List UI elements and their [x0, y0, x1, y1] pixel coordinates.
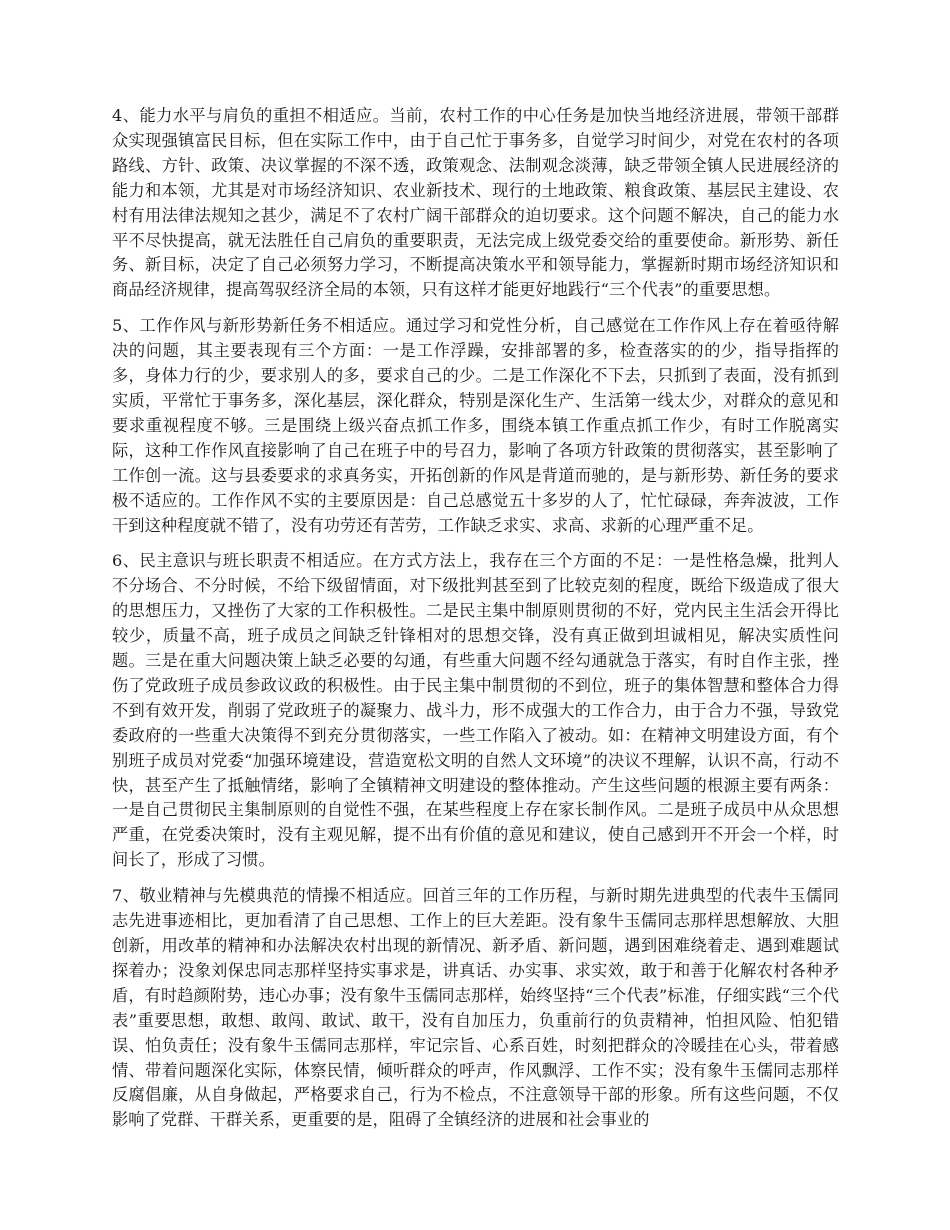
paragraph-6: 6、民主意识与班长职责不相适应。在方式方法上，我存在三个方面的不足：一是性格急燥，批判人不分场合、不分时候，不给下级留情面，对下级批判甚至到了比较克刻的程度，既给下级造成了很大的思想压力，又挫伤了大家的工作积极性。二是民主集中制原则贯彻的不好，党内民主生活会开得比较少，质量不高，班子成员之间缺乏针锋相对的思想交锋，没有真正做到坦诚相见，解决实质性问题。三是在重大问题决策上缺乏必要的勾通，有些重大问题不经勾通就急于落实，有时自作主张，挫伤了党政班子成员参政议政的积极性。由于民主集中制贯彻的不到位，班子的集体智慧和整体合力得不到有效开发，削弱了党政班子的凝聚力、战斗力，形不成强大的工作合力，由于合力不强，导致党委政府的一些重大决策得不到充分贯彻落实，一些工作陷入了被动。如：在精神文明建设方面，有个别班子成员对党委“加强环境建设，营造宽松文明的自然人文环境”的决议不理解，认识不高，行动不快，甚至产生了抵触情绪，影响了全镇精神文明建设的整体推动。产生这些问题的根源主要有两条：一是自己贯彻民主集制原则的自觉性不强，在某些程度上存在家长制作风。二是班子成员中从众思想严重，在党委决策时，没有主观见解，提不出有价值的意见和建议，使自己感到开不开会一个样，时间长了，形成了习惯。	[112, 551, 839, 870]
paragraph-4: 4、能力水平与肩负的重担不相适应。当前，农村工作的中心任务是加快当地经济进展，带领干部群众实现强镇富民目标，但在实际工作中，由于自己忙于事务多，自觉学习时间少，对党在农村的各项路线、方针、政策、决议掌握的不深不透，政策观念、法制观念淡薄，缺乏带领全镇人民进展经济的能力和本领，尤其是对市场经济知识、农业新技术、现行的土地政策、粮食政策、基层民主建设、农村有用法律法规知之甚少，满足不了农村广阔干部群众的迫切要求。这个问题不解决，自己的能力水平不尽快提高，就无法胜任自己肩负的重要职责，无法完成上级党委交给的重要使命。新形势、新任务、新目标，决定了自己必须努力学习，不断提高决策水平和领导能力，掌握新时期市场经济知识和商品经济规律，提高驾驭经济全局的本领，只有这样才能更好地践行“三个代表”的重要思想。	[112, 106, 839, 300]
paragraph-5: 5、工作作风与新形势新任务不相适应。通过学习和党性分析，自己感觉在工作作风上存在着亟待解决的问题，其主要表现有三个方面：一是工作浮躁，安排部署的多，检查落实的的少，指导指挥的多，身体力行的少，要求别人的多，要求自己的少。二是工作深化不下去，只抓到了表面，没有抓到实质，平常忙于事务多，深化基层，深化群众，特别是深化生产、生活第一线太少，对群众的意见和要求重视程度不够。三是围绕上级兴奋点抓工作多，围绕本镇工作重点抓工作少，有时工作脱离实际，这种工作作风直接影响了自己在班子中的号召力，影响了各项方针政策的贯彻落实，甚至影响了工作创一流。这与县委要求的求真务实，开拓创新的作风是背道而驰的，是与新形势、新任务的要求极不适应的。工作作风不实的主要原因是：自己总感觉五十多岁的人了，忙忙碌碌，奔奔波波，工作干到这种程度就不错了，没有功劳还有苦劳，工作缺乏求实、求高、求新的心理严重不足。	[112, 316, 839, 535]
paragraph-7: 7、敬业精神与先模典范的情操不相适应。回首三年的工作历程，与新时期先进典型的代表牛玉儒同志先进事迹相比，更加看清了自己思想、工作上的巨大差距。没有象牛玉儒同志那样思想解放、大胆创新，用改革的精神和办法解决农村出现的新情况、新矛盾、新问题，遇到困难绕着走、遇到难题试探着办；没象刘保忠同志那样坚持实事求是，讲真话、办实事、求实效，敢于和善于化解农村各种矛盾，有时趋颜附势，违心办事；没有象牛玉儒同志那样，始终坚持“三个代表”标准，仔细实践“三个代表”重要思想，敢想、敢闯、敢试、敢干，没有自加压力，负重前行的负责精神，怕担风险、怕犯错误、怕负责任；没有象牛玉儒同志那样，牢记宗旨、心系百姓，时刻把群众的冷暖挂在心头，带着感情、带着问题深化实际，体察民情，倾听群众的呼声，作风飘浮、工作不实；没有象牛玉儒同志那样反腐倡廉，从自身做起，严格要求自己，行为不检点，不注意领导干部的形象。所有这些问题，不仅影响了党群、干群关系，更重要的是，阻碍了全镇经济的进展和社会事业的	[112, 886, 839, 1130]
document-body	[112, 104, 839, 1144]
